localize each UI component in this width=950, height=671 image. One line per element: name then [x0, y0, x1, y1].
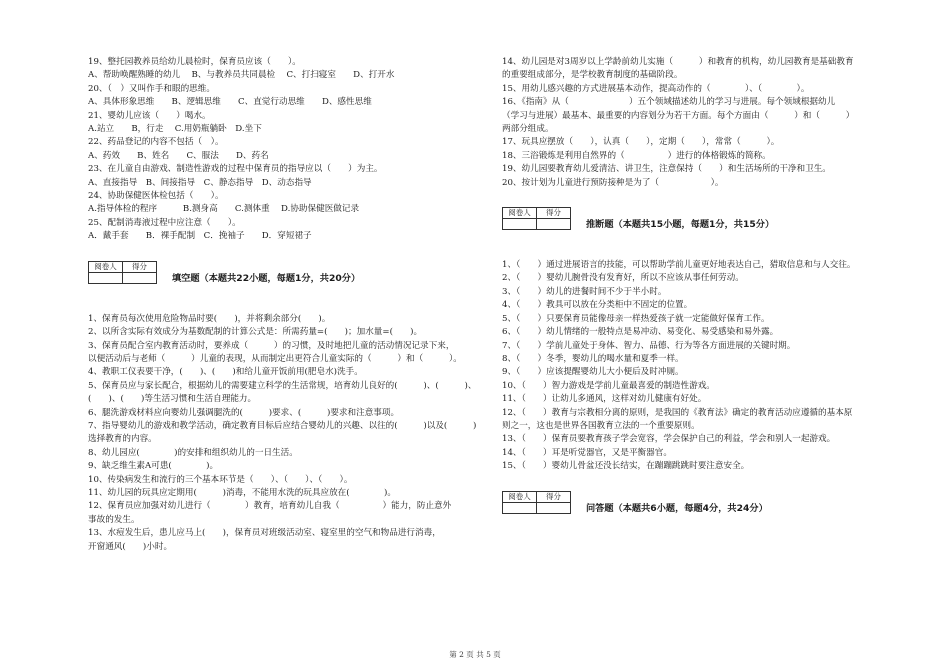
- reviewer-cell[interactable]: [89, 272, 123, 283]
- score-box: [88, 261, 157, 284]
- fill-line: 两部分组成。: [502, 124, 554, 135]
- fill-line: 12、保育员应加强对幼儿进行（ ）教育，培育幼儿自我（ ）能力，防止意外: [88, 501, 452, 512]
- question-25: 25、配制消毒液过程中应注意（ ）。: [88, 217, 241, 228]
- score-cell[interactable]: [123, 272, 157, 283]
- page-number: 第 2 页 共 5 页: [449, 650, 501, 659]
- judge-line: 4、（ ）教具可以放在分类柜中不固定的位置。: [502, 300, 693, 311]
- left-column: [88, 56, 488, 554]
- right-column: [502, 56, 902, 527]
- question-25-options: A．戴手套 B．裸手配制 C．挽袖子 D．穿短裙子: [88, 231, 312, 242]
- fill-line: 8、幼儿园应( )的安排和组织幼儿的一日生活。: [88, 447, 298, 458]
- judge-line: 5、（ ）只要保育员能像母亲一样热爱孩子就一定能做好保育工作。: [502, 313, 770, 324]
- reviewer-label: 阅卷人: [503, 208, 537, 219]
- judge-line: 9、（ ）应该提醒婴幼儿大小便后及时冲厕。: [502, 367, 684, 378]
- fill-line: 19、幼儿园要教育幼儿爱清洁、讲卫生，注意保持（ ）和生活场所的干净和卫生。: [502, 164, 831, 175]
- fill-line: 15、用幼儿感兴趣的方式进展基本动作，提高动作的（ ）、（ ）。: [502, 83, 810, 94]
- fill-line: 7、指导婴幼儿的游戏和教学活动，确定教育目标后应结合婴幼儿的兴趣、以往的( )以及( ): [88, 420, 477, 431]
- reviewer-label: 阅卷人: [89, 261, 123, 272]
- question-22: 22、药品登记的内容不包括（ ）。: [88, 137, 224, 148]
- score-label: 得分: [537, 491, 571, 502]
- fill-line: 的重要组成部分，是学校教育制度的基础阶段。: [502, 70, 683, 81]
- question-22-options: A、药效 B、姓名 C、服法 D、药名: [88, 150, 269, 161]
- qa-section-header: [502, 487, 902, 527]
- fill-line: 6、腿洗游戏材料应向婴幼儿强调腿洗的( )要求、( )要求和注意事项。: [88, 407, 400, 418]
- judge-line: 15、（ ）婴幼儿骨盆还没长结实，在蹦蹦跳跳时要注意安全。: [502, 461, 750, 472]
- reviewer-label: 阅卷人: [503, 491, 537, 502]
- fill-line: 9、缺乏维生素A可患( )。: [88, 461, 219, 472]
- fill-line: 2、以所含实际有效成分为基数配制的计算公式是：所需药量=( )；加水量=( )。: [88, 327, 423, 338]
- fill-line: 11、幼儿园的玩具应定期用( )消毒，不能用水洗的玩具应放在( )。: [88, 487, 396, 498]
- fill-line: 10、传染病发生和流行的三个基本环节是（ ）、（ ）、（ ）。: [88, 474, 353, 485]
- judge-line: 1、（ ）通过进展语言的技能，可以帮助学前儿童更好地表达自己，猎取信息和与人交往。: [502, 260, 856, 271]
- score-box: [502, 491, 571, 514]
- judge-line: 8、（ ）冬季，婴幼儿的喝水量和夏季一样。: [502, 353, 684, 364]
- fill-section-header: [88, 257, 488, 297]
- section-title: 填空题（本题共22小题，每题1分，共20分）: [172, 272, 361, 284]
- fill-line: 1、保育员每次使用危险物品时要( )，并将剩余部分( )。: [88, 313, 331, 324]
- fill-line: ( )、( )等生活习惯和生活自理能力。: [88, 394, 257, 405]
- fill-line: 4、教职工仪表要干净，( )、( )和给儿童开饭前用(肥皂水)洗手。: [88, 367, 363, 378]
- fill-line: 17、玩具应摆放（ ），认真（ ），定期（ ），常常（ ）。: [502, 137, 780, 148]
- fill-line: 13、水痘发生后，患儿应马上( )，保育员对班级活动室、寝室里的空气和物品进行消毒，: [88, 528, 441, 539]
- reviewer-cell[interactable]: [503, 219, 537, 230]
- judge-line: 11、（ ）让幼儿多通风，这样对幼儿健康有好处。: [502, 394, 707, 405]
- question-19-options: A、帮助唤醒熟睡的幼儿 B、与教养员共同晨检 C、打扫寝室 D、打开水: [88, 70, 395, 81]
- fill-line: 选择教育的内容。: [88, 434, 157, 445]
- question-21: 21、婴幼儿应该（ ）喝水。: [88, 110, 211, 121]
- fill-line: 事故的发生。: [88, 514, 140, 525]
- score-cell[interactable]: [537, 219, 571, 230]
- judge-line: 13、（ ）保育员要教育孩子学会宽容，学会保护自己的利益，学会和别人一起游戏。: [502, 434, 836, 445]
- fill-line: 18、三浴锻炼是利用自然界的（ ）进行的体格锻炼的简称。: [502, 150, 771, 161]
- question-19: 19、整托园教养员给幼儿晨检时，保育员应该（ ）。: [88, 57, 301, 67]
- reviewer-cell[interactable]: [503, 502, 537, 513]
- fill-line: （学习与进展）最基本、最重要的内容划分为若干方面。每个方面由（ ）和（ ）: [502, 110, 855, 121]
- question-24-options: A.指导体检的程序 B.测身高 C.测体重 D.协助保健医做记录: [88, 204, 360, 215]
- judge-line: 则之一，这也是世界各国教育立法的一个重要原则。: [502, 420, 700, 431]
- question-21-options: A.站立 B，行走 C.用奶瓶躺卧 D.坐下: [88, 124, 262, 135]
- fill-line: 16、《指南》从（ ）五个领域描述幼儿的学习与进展。每个领域根据幼儿: [502, 97, 836, 108]
- score-label: 得分: [123, 261, 157, 272]
- fill-line: 开窗通风( )小时。: [88, 541, 173, 552]
- fill-line: 14、幼儿园是对3周岁以上学龄前幼儿实施（ ）和教育的机构，幼儿园教育是基础教育: [502, 57, 854, 67]
- section-title: 推断题（本题共15小题，每题1分，共15分）: [586, 219, 775, 231]
- fill-line: 以便活动后与老师（ ）儿童的表现，从而制定出更符合儿童实际的（ ）和（ ）。: [88, 353, 462, 364]
- fill-line: 5、保育员应与家长配合，根据幼儿的需要建立科学的生活常规，培育幼儿良好的( )、( )、: [88, 380, 477, 391]
- judge-line: 12、（ ）教育与宗教相分离的原则，是我国的《教育法》确定的教育活动应遵循的基本原: [502, 407, 853, 418]
- score-label: 得分: [537, 208, 571, 219]
- score-cell[interactable]: [537, 502, 571, 513]
- judge-line: 3、（ ）幼儿的进餐时间不少于半小时。: [502, 286, 667, 297]
- question-20-options: A、具体形象思维 B、逻辑思维 C、直觉行动思维 D、感性思维: [88, 97, 372, 108]
- judge-line: 2、（ ）婴幼儿腕骨没有发育好，所以不应该从事任何劳动。: [502, 273, 744, 284]
- fill-line: 3、保育员配合室内教育活动时，要养成（ ）的习惯，及时地把儿童的活动情况记录下来，: [88, 340, 455, 351]
- fill-line: 20、按计划为儿童进行预防接种是为了（ ）。: [502, 177, 724, 188]
- question-23: 23、在儿童自由游戏、制造性游戏的过程中保育员的指导应以（ ）为主。: [88, 164, 383, 175]
- section-title: 问答题（本题共6小题，每题4分，共24分）: [586, 502, 768, 514]
- score-box: [502, 207, 571, 230]
- judge-line: 14、（ ）耳是听觉器官，又是平衡器官。: [502, 447, 672, 458]
- question-23-options: A、直接指导 B、间接指导 C、静态指导 D、动态指导: [88, 177, 312, 188]
- judge-line: 10、（ ）智力游戏是学前儿童最喜爱的制造性游戏。: [502, 380, 715, 391]
- question-24: 24、协助保健医体检包括（ ）。: [88, 191, 224, 202]
- judge-section-header: [502, 203, 902, 243]
- judge-line: 7、（ ）学前儿童处于身体、智力、品德、行为等各方面进展的关键时期。: [502, 340, 796, 351]
- judge-line: 6、（ ）幼儿情绪的一般特点是易冲动、易变化、易受感染和易外露。: [502, 327, 779, 338]
- question-20: 20、（ ）又叫作手和眼的思维。: [88, 83, 215, 94]
